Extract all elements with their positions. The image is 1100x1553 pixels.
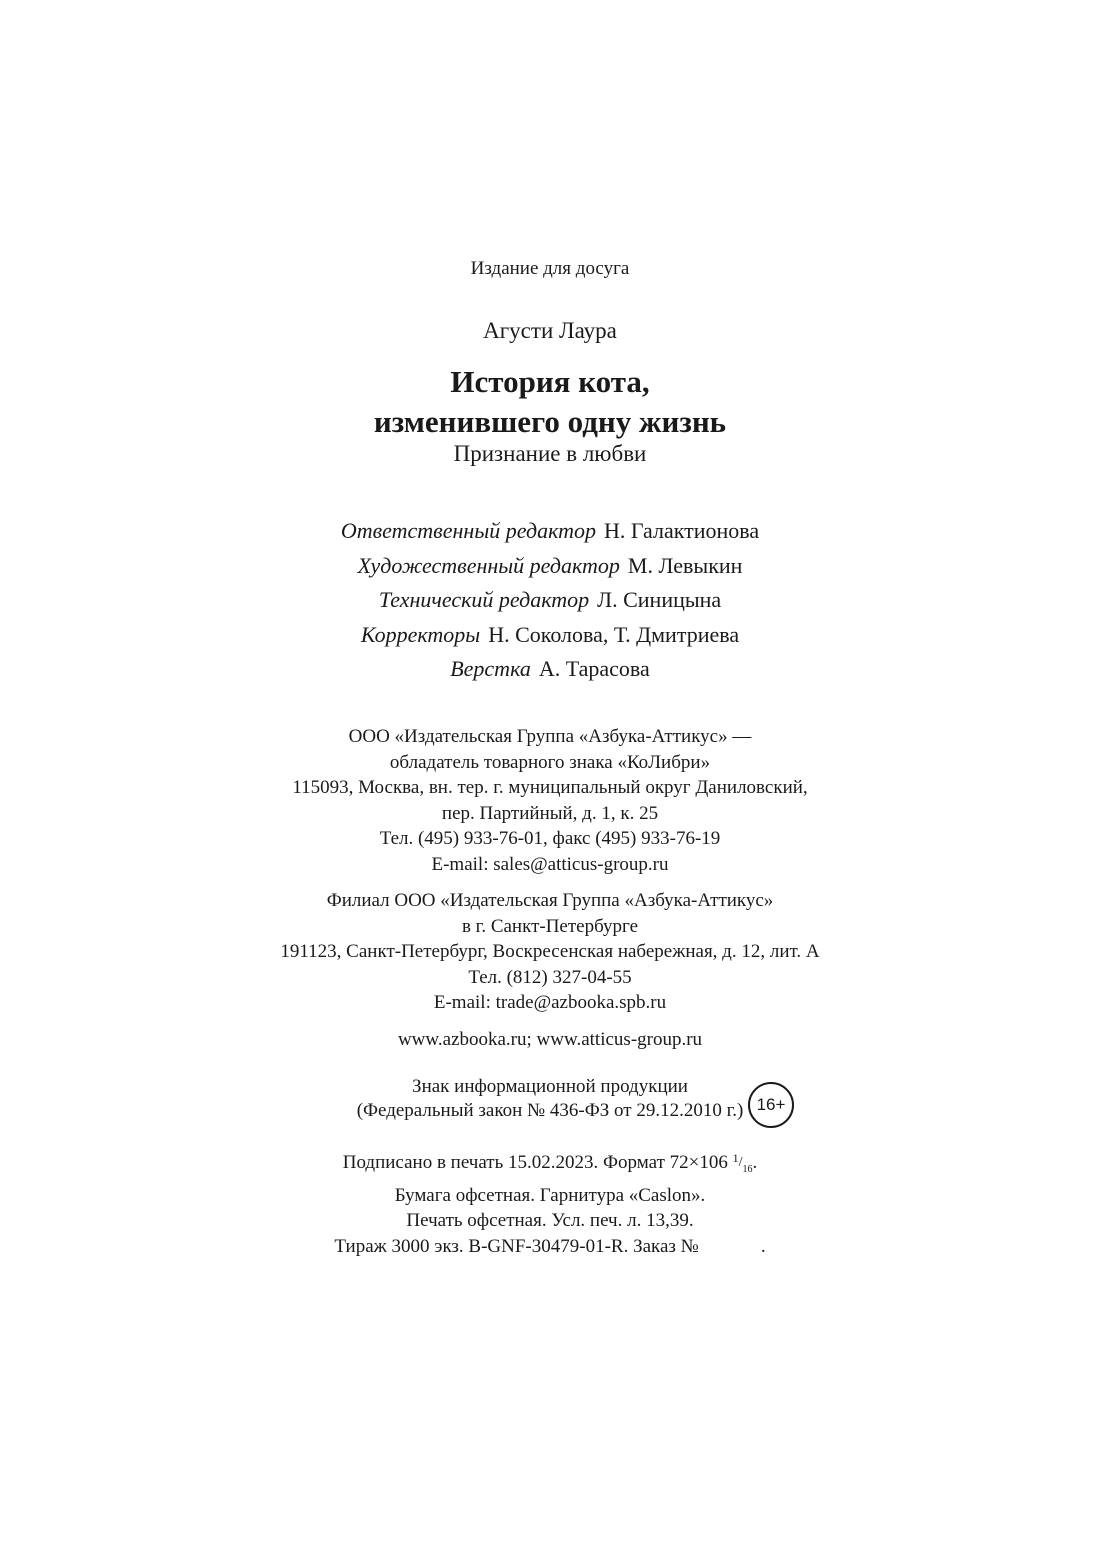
info-sign-line-1: Знак информационной продукции [412,1076,688,1097]
edition-type: Издание для досуга [470,258,630,279]
print-details [0,1146,1100,1259]
websites: www.azbooka.ru; www.atticus-group.ru [397,1029,703,1050]
credit-role: Технический редактор [378,587,590,612]
credit-role: Верстка [450,656,531,681]
publisher-info [0,724,1100,877]
credits-list [0,514,1100,687]
print-signed-line [0,1146,1100,1183]
print-signed-suffix: . [752,1152,758,1173]
print-run-suffix: . [760,1235,766,1257]
print-run-text: Тираж 3000 экз. B-GNF-30479-01-R. Заказ № [334,1235,699,1257]
book-title-line-1: История кота, [450,364,650,399]
format-denominator: 16 [742,1164,753,1175]
credit-row [0,652,1100,687]
credit-row [0,514,1100,549]
branch-phone: Тел. (812) 327-04-55 [468,966,632,988]
credit-person: Л. Синицына [597,587,722,612]
credit-role: Корректоры [360,621,481,647]
publisher-phone: Тел. (495) 933-76-01, факс (495) 933-76-19 [379,828,721,849]
branch-line: Филиал ООО «Издательская Группа «Азбука-Аттикус» [326,890,774,911]
branch-info [0,888,1100,1016]
branch-address: 191123, Санкт-Петербург, Воскресенская набережная, д. 12, лит. А [280,941,820,962]
credit-person: Н. Соколова, Т. Дмитриева [488,621,740,647]
credit-row [0,583,1100,618]
publisher-line: обладатель товарного знака «КоЛибри» [389,751,711,773]
book-subtitle: Признание в любви [453,441,647,466]
branch-email: E-mail: trade@azbooka.spb.ru [433,992,667,1013]
credit-role: Ответственный редактор [340,518,596,543]
credit-row [0,618,1100,653]
branch-line: в г. Санкт-Петербурге [461,915,639,937]
publisher-address: 115093, Москва, вн. тер. г. муниципальный округ Даниловский, [292,777,808,798]
author-name: Агусти Лаура [483,318,617,343]
age-rating-badge: 16+ [748,1082,794,1128]
print-sheets-line: Печать офсетная. Усл. печ. л. 13,39. [406,1210,694,1231]
print-signed-text: Подписано в печать 15.02.2023. Формат 72×106 [342,1152,728,1173]
info-product-sign [0,1075,1100,1123]
credit-person: А. Тарасова [538,656,650,681]
credit-row [0,549,1100,584]
publisher-line: ООО «Издательская Группа «Азбука-Аттикус» — [348,726,752,747]
book-title-line-2: изменившего одну жизнь [373,404,727,439]
format-fraction: $^1/_{16}$ [732,1151,753,1175]
paper-typeface-line: Бумага офсетная. Гарнитура «Caslon». [394,1184,706,1206]
print-run-line [0,1234,1100,1260]
publisher-address: пер. Партийный, д. 1, к. 25 [441,802,659,824]
format-numerator: 1 [732,1151,739,1165]
publisher-email: E-mail: sales@atticus-group.ru [431,853,669,875]
credit-person: М. Левыкин [627,552,743,578]
book-title [0,362,1100,442]
credit-person: Н. Галактионова [603,518,760,543]
info-sign-line-2: (Федеральный закон № 436-ФЗ от 29.12.2010 г.) [356,1100,744,1121]
credit-role: Художественный редактор [357,552,620,578]
